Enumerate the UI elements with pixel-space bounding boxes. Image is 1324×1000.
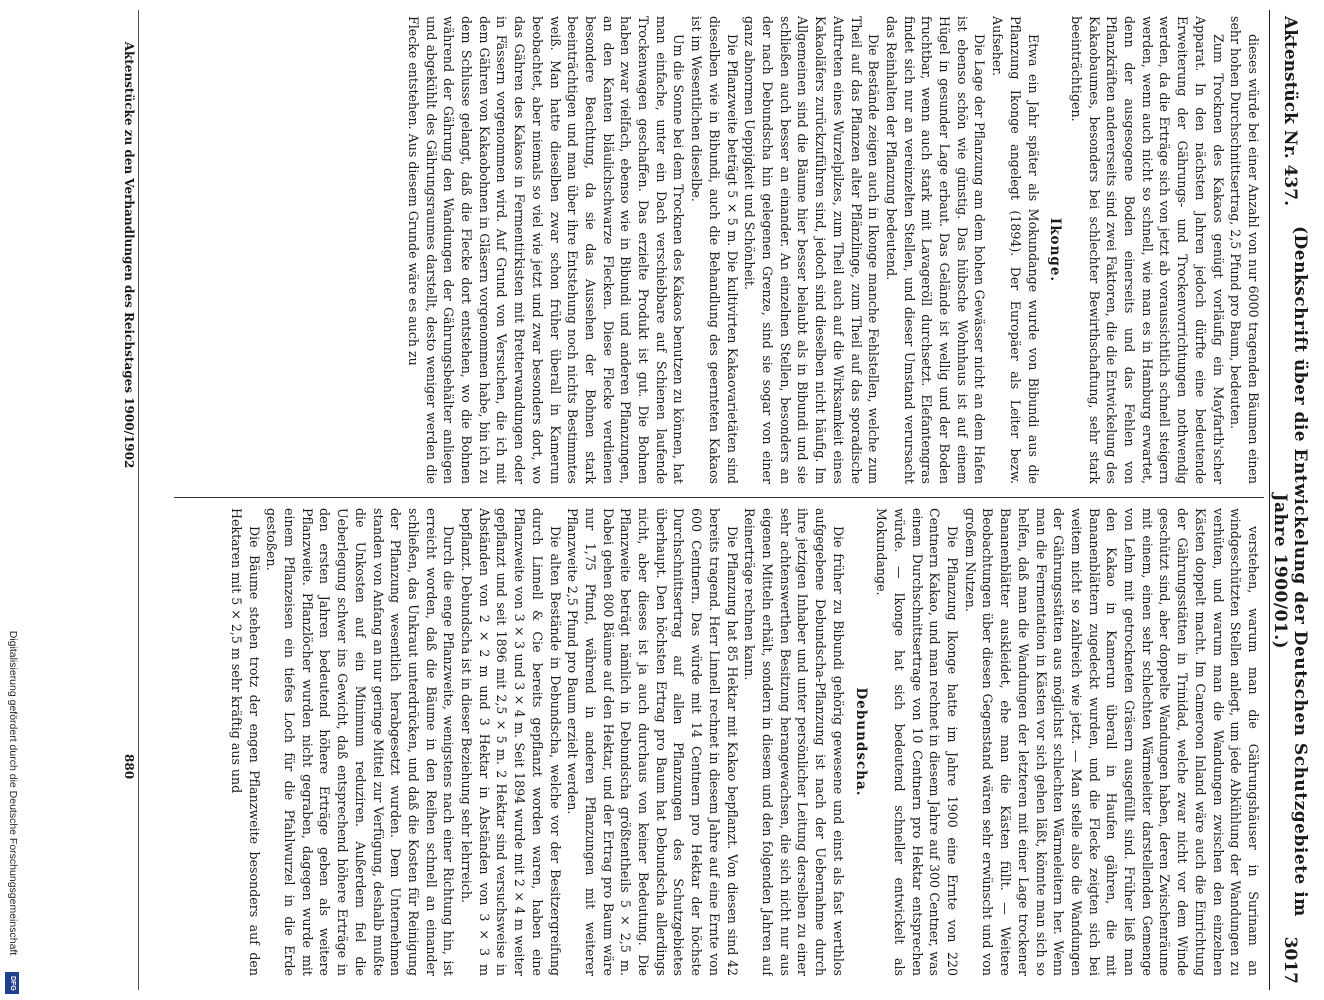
footer-text: Aktenstücke zu den Verhandlungen des Reichstages 1900/1902 [122,41,136,469]
footer-page-number: 880 [122,754,136,780]
scanned-page [92,10,1320,995]
paragraph: Die alten Bestände in Debundscha, welche vor der Besitzergreifung durch Linnell & Cie bereits gepflanzt worden waren, haben eine Pflanzweite von 3 × 3 und 3 × 4 m. Seit 1894 wurde mit 2 × 4 m weiter gepflanzt und seit 1896 mit 2,5 × 5 m. 2 Hektar sind versuchsweise in Abständen von 2 × 2 m und 3 Hektar in Abständen von 3 × 3 m bepflanzt. Debundscha ist in dieser Beziehung sehr lehrreich. [459,508,563,976]
digitization-sidebar [4,600,20,995]
section-heading-ikonge: Ikonge. [1047,217,1064,283]
page-title: (Denkschrift über die Entwickelung der Deutschen Schutzgebiete im Jahre 1900/01.) [1270,225,1310,917]
page-footer [120,10,139,990]
page-number: 3017 [1280,936,1300,984]
document-sheet [92,10,1310,990]
page-header [1269,10,1310,990]
digitization-credit: Digitalisierung gefördert durch die Deutsche Forschungsgemeinschaft [7,630,19,956]
dfg-logo: DFG [5,972,19,994]
paragraph: Die Pflanzweite beträgt 5 × 5 m. Die kultivirten Kakaovarietäten sind dieselben wie in Bibundi, auch die Behandlung des geernteten Kakaos ist im Wesentlichen dieselbe. [689,16,740,484]
right-column [152,508,1262,976]
paragraph: Etwa ein Jahr später als Mokundange wurde von Bibundi aus die Pflanzung Ikonge angelegt (1894). Der Europäer als Leiter bezw. Aufseher. [990,16,1041,484]
paragraph: Durch die enge Pflanzweite, wenigstens nach einer Richtung hin, ist erreicht worden, daß die Bäume in den Reihen schnell an einander schließen, das Unkraut unterdrücken, und daß die Kosten für Reinigung der Pflanzung wesentlich herabgesetzt wurden. Dem Unternehmen standen von Anfang an nur geringe Mittel zur Verfügung, deshalb mußte die Unkosten auf ein Minimum reduziren. Außerdem fiel die Ueberlegung schwer ins Gewicht, daß entsprechend höhere Erträge in den ersten Jahren bedeutend höhere Erträge geben als weitere Pflanzweite. Pflanzlöcher wurden nicht gegraben, dagegen wurde mit einem Pflanzeisen ein tiefes Loch für die Pfahlwurzel in die Erde gestoßen. [264,508,457,976]
left-column [152,16,1262,484]
paragraph: Die Pflanzung Ikonge hatte im Jahre 1900 eine Ernte von 220 Centnern Kakao, und man rechnet in diesem Jahre auf 300 Centner, was einem Durchschnittsertrage von 10 Centnern pro Hektar entsprechen würde. — Ikonge hat sich bedeutend schneller entwickelt als Mokundange. [874,508,961,976]
paragraph: Die Bäume stehen trotz der engen Pflanzweite besonders auf den Hektaren mit 5 × 2,5 m sehr kräftig aus und [228,508,262,976]
document-number: Aktenstück Nr. 437. [1280,16,1300,207]
paragraph: Die früher zu Bibundi gehörig gewesene und einst als fast werthlos aufgegebene Debundscha-Pflanzung ist nach der Uebernahme durch ihre jetzigen Inhaber und unter persönlicher Leitung derselben zu einer sehr achtenswerthen Besitzung herangewachsen, die sich nicht nur aus eigenen Mitteln erhält, sondern in diesem und den folgenden Jahren auf Reinerträge rechnen kann. [742,508,846,976]
section-heading-debundscha: Debundscha. [852,687,869,797]
paragraph: dieses würde bei einer Anzahl von nur 6000 tragenden Bäumen einen sehr hohen Durchschnittsertrag, 2,5 Pfund pro Baum, bedeuten. [1228,16,1261,484]
paragraph: Die Lage der Pflanzung am dem hohen Gewässer nicht an dem Hafen ist ebenso schön wie günstig. Das hübsche Wohnhaus ist auf einem Hügel in gesunder Lage erbaut. Das Gelände ist wellig und der Boden fruchtbar, wenn auch stark mit Lavageröll durchsetzt. Elefantengras findet sich nur an vereinzelten Stellen, und dieser Umstand verursacht das Reinhalten der Pflanzung bedeutend. [883,16,988,484]
paragraph: Zum Trocknen des Kakaos genügt vorläufig ein Mayfarth'scher Apparat. In den nächsten Jahren jedoch dürfte eine bedeutende Erweiterung der Gährungs- und Trockenvorrichtungen nothwendig werden, da die Erträge sich von jetzt ab voraussichtlich schnell steigern werden, wenn auch nicht so schnell, wie man es in Hamburg erwartet, denn der ausgesogene Boden einerseits und das Fehlen von Pflanzkräften andererseits sind zwei Faktoren, die die Entwickelung des Kakaobaumes, besonders bei schlechter Bewirthschaftung, sehr stark beeinträchtigen. [1068,16,1226,484]
paragraph: verstehen, warum man die Gährungshäuser in Surinam an windgeschützten Stellen anlegt, um jede Abkühlung der Wandungen zu verhüten, und warum man die Wandungen zwischen den einzelnen Kästen doppelt macht. Im Cameroon Inland wäre auch die Einrichtung der Gährungsstätten in Trinidad, welche zwar nicht vor dem Winde geschützt sind, aber doppelte Wandungen haben, deren Zwischenräume mit einem, einen sehr schlechten Wärmeleiter darstellenden Gemenge von Lehm mit getrockneten Gräsern ausgefüllt sind. Früher ließ man den Kakao in Kamerun überall in Haufen gähren, die mit Bananenblättern zugedeckt wurden, und die Flecke zeigten sich bei weitem nicht so zahlreich wie jetzt. — Man stelle also die Wandungen der Gährungsstätten aus möglichst schlechten Wärmeleitern her. Wenn man die Fermentation in Kästen vor sich gehen läßt, könnte man sich so helfen, daß man die Wandungen der letzteren mit einer Lage trockener Bananenblätter auskleidet, ehe man die Kästen füllt. — Weitere Beobachtungen über diesen Gegenstand wären sehr erwünscht und von großem Nutzen. [962,508,1261,976]
column-divider [174,497,1264,498]
paragraph: Um die Sonne bei dem Trocknen des Kakaos benutzen zu können, hat man einfache, unter ein Dach verschiebbare auf Schienen laufende Trockenwagen geschaffen. Das erzielte Produkt ist gut. Die Bohnen haben zwar vielfach, ebenso wie in Bibundi und anderen Pflanzungen, an den Kanten bläulichschwarze Flecken. Diese Flecke verdienen besondere Beachtung, da sie das Aussehen der Bohnen stark beeinträchtigen und man über ihre Entstehung noch nichts Bestimmtes weiß. Man hatte dieselben zwar schon früher überall in Kamerun beobachtet, aber niemals so viel wie jetzt und zwar besonders dort, wo das Gähren des Kakaos in Fermentirkisten mit Bretterwandungen oder in Fässern vorgenommen wird. Auf Grund von Versuchen, die ich mit dem Gähren von Kakaobohnen in Gläsern vorgenommen habe, bin ich zu dem Schlusse gelangt, daß die Flecke dort entstehen, wo die Bohnen während der Gährung den Wandungen der Gährungsbehälter anliegen und abgekühlt des Gährungsraumes darstellt, desto weniger werden die Flecke entstehen. Aus diesem Grunde wäre es auch zu [405,16,687,484]
paragraph: Die Pflanzung hat 85 Hektar mit Kakao bepflanzt. Von diesen sind 42 bereits tragend. Herr Linnell rechnet in diesem Jahre auf eine Ernte von 600 Centnern. Das würde mit 14 Centnern pro Hektar der höchste Durchschnittsertrag auf allen Pflanzungen des Schutzgebietes überhaupt. Den höchsten Ertrag pro Baum hat Debundscha allerdings nicht, aber dieses ist ja auch durchaus von keiner Bedeutung. Die Pflanzweite beträgt nämlich in Debundscha größtentheils 5 × 2,5 m. Dabei gehen 800 Bäume auf den Hektar, und der Ertrag pro Baum wäre nur 1,75 Pfund, während in anderen Pflanzungen mit weiterer Pflanzweite 2,5 Pfund pro Baum erzielt werden. [565,508,740,976]
paragraph: Die Bestände zeigen auch in Ikonge manche Fehlstellen, welche zum Theil auf das Pflanzen alter Pflänzlinge, zum Theil auf das sporadische Auftreten eines Wurzelpilzes, zum Theil auch auf die Wirksamkeit eines Kakaoläfers zurückzuführen sind, jedoch sind dieselben nicht häufig. Im Allgemeinen sind die Bäume hier besser belaubt als in Bibundi und sie schließen auch besser an einander. An einzelnen Stellen, besonders an der nach Debundscha hin gelegenen Grenze, sind sie sogar von einer ganz abnormen Ueppigkeit und Schönheit. [742,16,882,484]
